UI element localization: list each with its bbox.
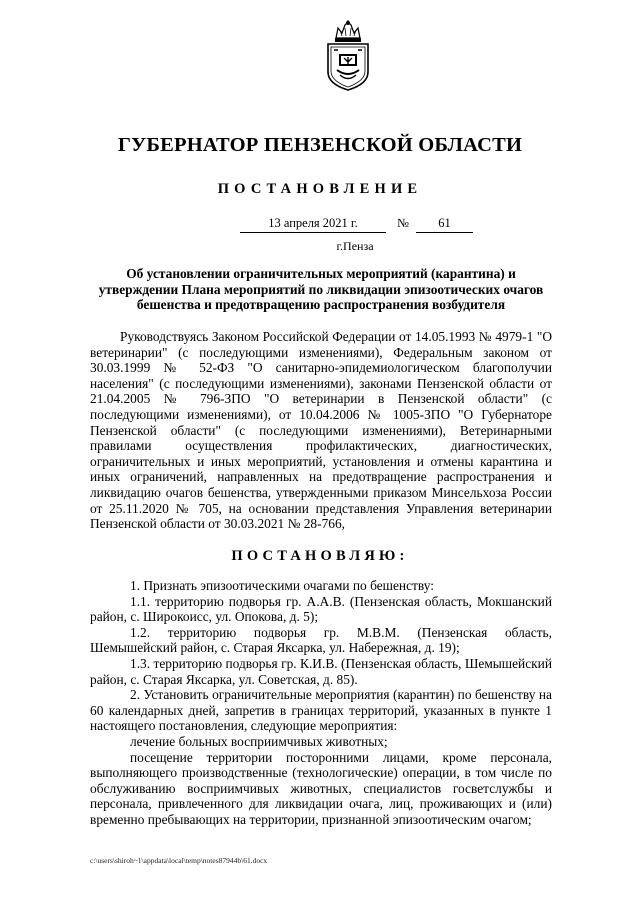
list-item: 1. Признать эпизоотическими очагами по бешенству: xyxy=(130,578,434,593)
decree-number: 61 xyxy=(416,216,473,233)
decree-subject: Об установлении ограничительных мероприятий (карантина) и утверждении Плана мероприятий по ликвидации эпизоотических очагов бешенства и предотвращению распространения возбудителя xyxy=(98,266,544,313)
list-item: 1.2. территорию подворья гр. М.В.М. (Пензенская область, Шемышейский район, с. Старая Яксарка, ул. Набережная, д. 19); xyxy=(90,624,552,656)
list-item: 2. Установить ограничительные мероприятия (карантин) по бешенству на 60 календарных дней, запретив в границах территорий, указанных в пункте 1 настоящего постановления, следующие мероприятия: xyxy=(90,687,552,734)
preamble xyxy=(90,329,552,532)
number-sign: № xyxy=(397,216,409,230)
list-item: 1.3. территорию подворья гр. К.И.В. (Пензенская область, Шемышейский район, с. Старая Яксарка, ул. Советская, д. 85). xyxy=(90,655,552,687)
document-type-heading: ПОСТАНОВЛЕНИЕ xyxy=(217,181,423,197)
coat-of-arms-icon xyxy=(322,20,374,92)
city: г.Пенза xyxy=(336,239,374,253)
list-item: посещение территории посторонними лицами, кроме персонала, выполняющего производственные (технологические) операции, в том числе по обслуживанию восприимчивых животных, специалистов госветслужбы и персонала, привлеченного для ликвидации очага, лиц, проживающих и (или) временно пребывающих на территории, признанной эпизоотическим очагом; xyxy=(90,749,552,827)
file-path-footer: c:\users\shiroh~1\appdata\local\temp\notes87944b\61.docx xyxy=(90,856,268,865)
resolve-heading: ПОСТАНОВЛЯЮ: xyxy=(231,548,409,564)
list-item: 1.1. территорию подворья гр. А.А.В. (Пензенская область, Мокшанский район, с. Широкоисс, ул. Опокова, д. 5); xyxy=(90,593,552,625)
issuer-title: ГУБЕРНАТОР ПЕНЗЕНСКОЙ ОБЛАСТИ xyxy=(117,134,523,156)
resolution-items xyxy=(90,578,552,828)
date-number-line xyxy=(240,216,480,236)
list-item: лечение больных восприимчивых животных; xyxy=(130,733,388,749)
preamble-paragraph: Руководствуясь Законом Российской Федерации от 14.05.1993 № 4979-1 "О ветеринарии" (с последующими изменениями), Федеральным законом от 30.03.1999 № 52-ФЗ "О санитарно-эпидемиологическом благополучии населения" (с последующими изменениями), законами Пензенской области от 21.04.2005 № 796-ЗПО "О ветеринарии в Пензенской области" (с последующими изменениями), от 10.04.2006 № 1005-ЗПО "О Губернаторе Пензенской области" (с последующими изменениями), Ветеринарными правилами осуществления профилактических, диагностических, ограничительных и иных мероприятий, установления и отмены карантина и иных ограничений, направленных на предотвращение распространения и ликвидацию очагов бешенства, утвержденными приказом Минсельхоза России от 25.11.2020 № 705, на основании представления Управления ветеринарии Пензенской области от 30.03.2021 № 28-766, xyxy=(90,329,552,532)
decree-date: 13 апреля 2021 г. xyxy=(240,216,386,233)
